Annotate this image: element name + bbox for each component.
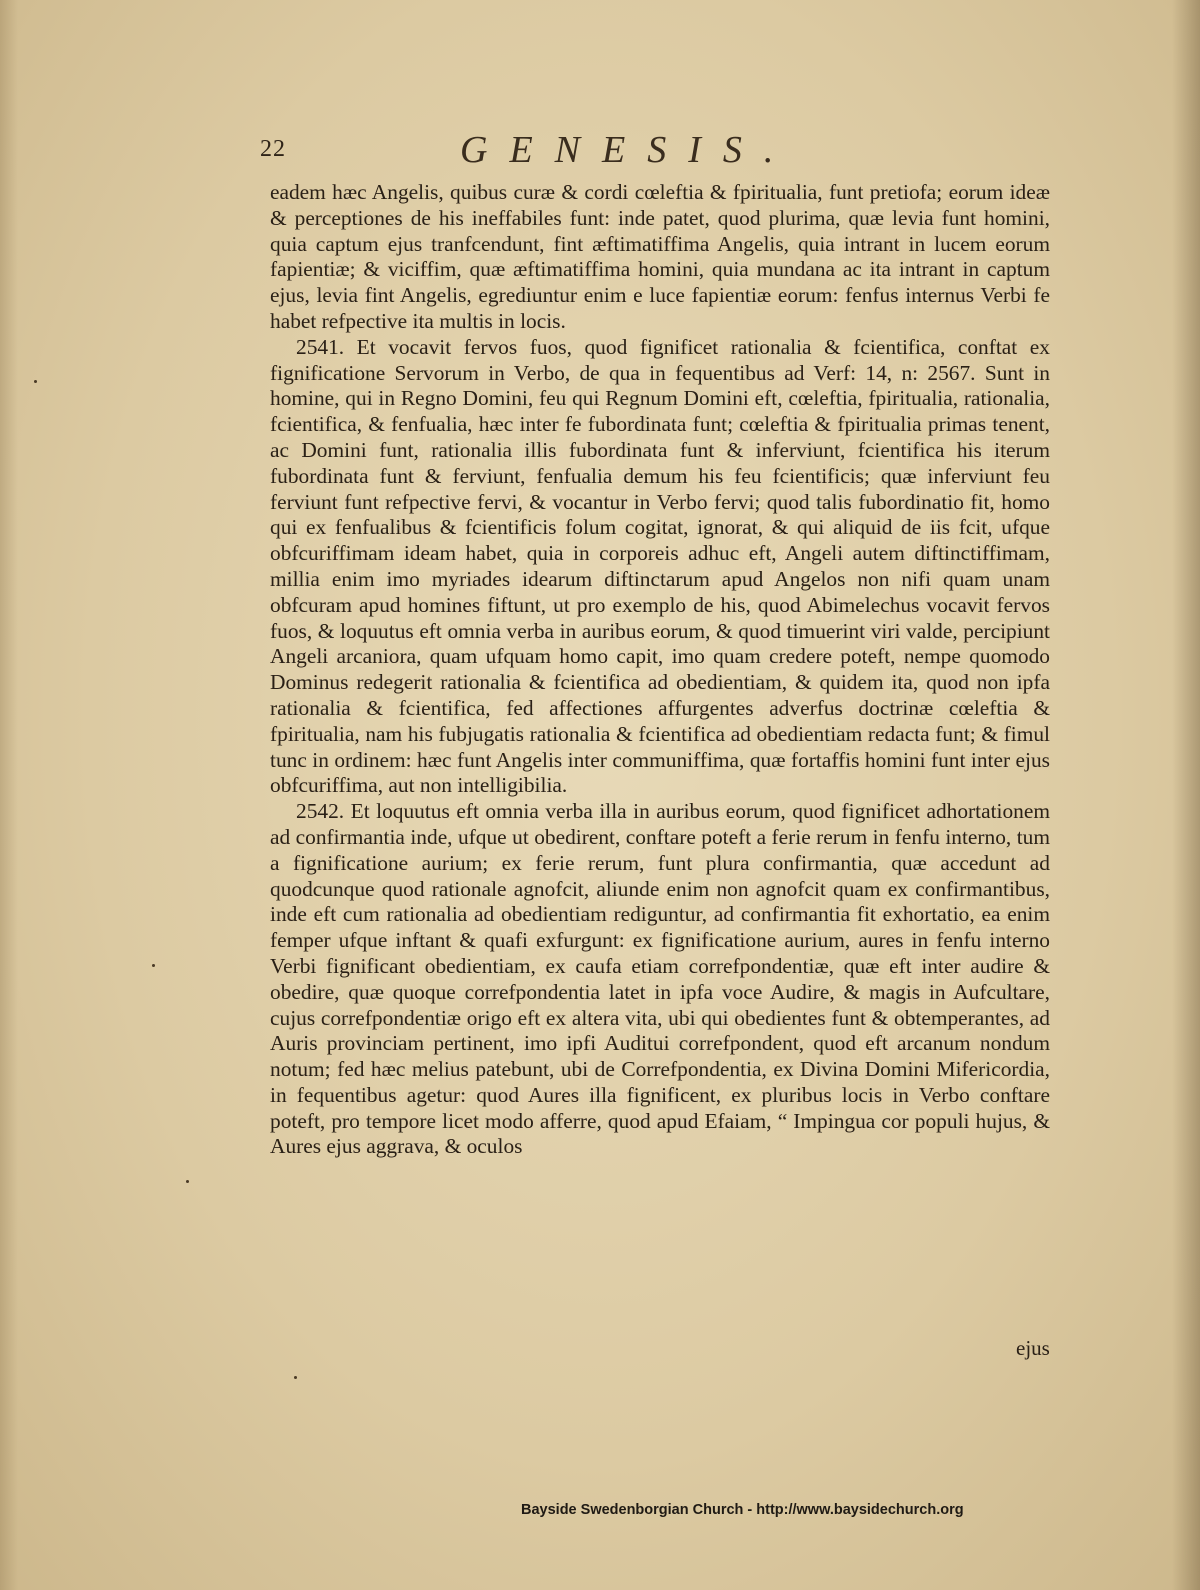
running-head: GENESIS. xyxy=(460,129,796,171)
page-header xyxy=(260,128,1060,172)
catchword: ejus xyxy=(1016,1336,1050,1360)
ink-speck xyxy=(34,380,37,383)
ink-speck xyxy=(152,964,155,967)
page-gutter-shadow xyxy=(0,0,18,1590)
body-text xyxy=(270,180,1050,1160)
paragraph-2541: 2541. Et vocavit fervos fuos, quod fignificet rationalia & fcientifica, conftat ex fignificatione Servorum in Verbo, de qua in fequentibus ad Verf: 14, n: 2567. Sunt in homine, qui in Regno Domini, feu qui Regnum Domini eft, cœleftia, fpiritualia, rationalia, fcientifica, & fenfualia, hæc inter fe fubordinata funt; cœleftia & fpiritualia primas tenent, ac Domini funt, rationalia illis fubordinata funt & inferviunt, fcientifica his iterum fubordinata funt & ferviunt, fenfualia demum his feu fcientificis; quæ inferviunt feu ferviunt funt refpective fervi, & vocantur in Verbo fervi; quod talis fubordinatio fit, homo qui ex fenfualibus & fcientificis folum cogitat, ignorat, & qui aliquid de iis fcit, ufque obfcuriffimam ideam habet, quia in corporeis adhuc eft, Angeli autem diftinctiffimam, millia enim imo myriades idearum diftinctarum apud Angelos non nifi quam unam obfcuram apud homines fiftunt, ut pro exemplo de his, quod Abimelechus vocavit fervos fuos, & loquutus eft omnia verba in auribus eorum, & quod timuerint viri valde, percipiunt Angeli arcaniora, quam ufquam homo capit, imo quam credere poteft, nempe quomodo Dominus redegerit rationalia & fcientifica ad obedientiam, & quidem ita, quod non ipfa rationalia & fcientifica, fed affectiones affurgentes adverfus doctrinæ cœleftia & fpiritualia, nam his fubjugatis rationalia & fcientifica ad obedientiam redacta funt; & fimul tunc in ordinem: hæc funt Angelis inter communiffima, quæ fortaffis homini funt inter ejus obfcuriffima, aut non intelligibilia. xyxy=(270,334,1050,798)
page-edge-shadow xyxy=(1172,0,1200,1590)
intro-paragraph: eadem hæc Angelis, quibus curæ & cordi cœleftia & fpiritualia, funt pretiofa; eorum ideæ & perceptiones de his ineffabiles funt: inde patet, quod plurima, quæ levia funt homini, quia captum ejus tranfcendunt, fint æftimatiffima Angelis, quia intrant in lucem eorum fapientiæ; & viciffim, quæ æftimatiffima homini, quia mundana ac ita intrant in captum ejus, levia fint Angelis, egrediuntur enim e luce fapientiæ eorum: fenfus internus Verbi fe habet refpective ita multis in locis. xyxy=(270,180,1050,333)
paragraph-2542: 2542. Et loquutus eft omnia verba illa in auribus eorum, quod fignificet adhortationem ad confirmantia inde, ufque ut obedirent, conftare poteft a ferie rerum in fenfu interno, tum a fignificatione aurium; ex ferie rerum, funt plura confirmantia, quæ accedunt ad quodcunque quod rationale agnofcit, aliunde enim non agnofcit quam ex confirmantibus, inde eft cum rationalia ad obedientiam rediguntur, ad confirmantia fit exhortatio, ea enim femper ufque inftant & quafi exfurgunt: ex fignificatione aurium, aures in fenfu interno Verbi fignificant obedientiam, ex caufa etiam correfpondentiæ, quæ eft inter audire & obedire, quæ quoque correfpondentia latet in ipfa voce Audire, & magis in Aufcultare, cujus correfpondentiæ origo eft ex altera vita, ubi qui obedientes funt & obtemperantes, ad Auris provinciam pertinent, imo ipfi Auditui correfpondent, quod eft arcanum nondum notum; fed hæc melius patebunt, ubi de Correfpondentia, ex Divina Domini Mifericordia, in fequentibus agetur: quod Aures illa fignificent, ex pluribus locis in Verbo conftare poteft, pro tempore licet modo afferre, quod apud Efaiam, “ Impingua cor populi hujus, & Aures ejus aggrava, & oculos xyxy=(270,799,1050,1159)
watermark-footer: Bayside Swedenborgian Church - http://www.baysidechurch.org xyxy=(521,1502,964,1518)
ink-speck xyxy=(186,1180,189,1183)
page-number: 22 xyxy=(260,136,286,162)
ink-speck xyxy=(294,1376,297,1379)
